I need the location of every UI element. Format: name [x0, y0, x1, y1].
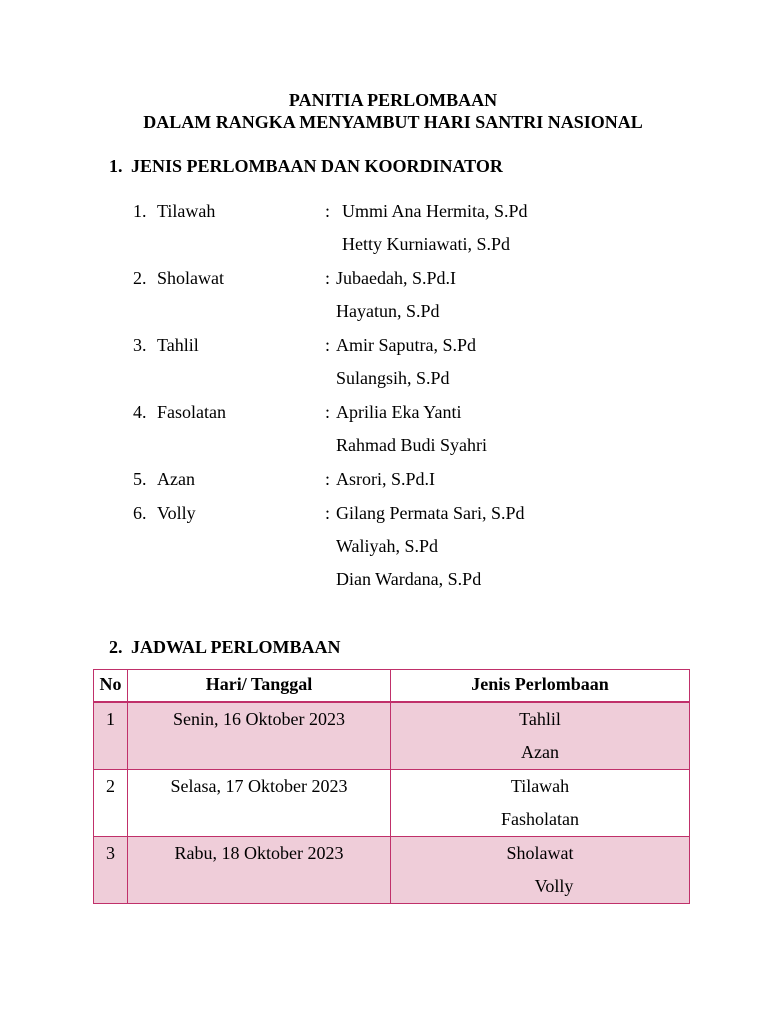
item-name: Azan: [157, 469, 195, 489]
section-1-number: 1.: [109, 156, 123, 176]
section-2-heading: [109, 636, 509, 658]
item-number: 1.: [133, 201, 147, 221]
item-number: 4.: [133, 402, 147, 422]
item-colon: :: [325, 402, 331, 422]
item-name: Sholawat: [157, 268, 224, 288]
row-no: 3: [94, 837, 128, 904]
table-row: [94, 702, 690, 770]
event-name: Tahlil: [519, 709, 561, 729]
header-event: Jenis Perlombaan: [391, 670, 690, 703]
schedule-table: [93, 669, 690, 904]
header-date: Hari/ Tanggal: [128, 670, 391, 703]
table-row: [94, 837, 690, 904]
item-name: Tahlil: [157, 335, 199, 355]
item-colon: :: [325, 469, 331, 489]
coordinator-name: Aprilia Eka Yanti: [336, 402, 462, 422]
event-name: Azan: [521, 742, 559, 762]
item-colon: :: [325, 201, 331, 221]
row-events: [391, 837, 690, 904]
coordinator-name: Jubaedah, S.Pd.I: [336, 268, 456, 288]
section-2-number: 2.: [109, 637, 123, 657]
item-name: Tilawah: [157, 201, 216, 221]
item-number: 2.: [133, 268, 147, 288]
item-number: 6.: [133, 503, 147, 523]
header-no: No: [94, 670, 128, 703]
table-header-row: [94, 670, 690, 703]
coordinator-name: Asrori, S.Pd.I: [336, 469, 436, 489]
item-number: 3.: [133, 335, 147, 355]
row-events: [391, 702, 690, 770]
coordinator-name: Dian Wardana, S.Pd: [336, 569, 482, 589]
section-1-title: JENIS PERLOMBAAN DAN KOORDINATOR: [131, 156, 503, 176]
doc-title-line2: DALAM RANGKA MENYAMBUT HARI SANTRI NASIONAL: [143, 112, 643, 132]
coordinator-name: Sulangsih, S.Pd: [336, 368, 450, 388]
row-events: [391, 770, 690, 837]
row-date: Selasa, 17 Oktober 2023: [128, 770, 391, 837]
event-name: Sholawat: [506, 843, 574, 863]
event-name: Fasholatan: [501, 809, 579, 829]
event-name: Tilawah: [510, 776, 570, 796]
event-name: Volly: [534, 876, 574, 896]
coordinator-name: Rahmad Budi Syahri: [336, 435, 487, 455]
row-date: Senin, 16 Oktober 2023: [128, 702, 391, 770]
coordinator-name: Gilang Permata Sari, S.Pd: [336, 503, 525, 523]
item-number: 5.: [133, 469, 147, 489]
coordinator-name: Amir Saputra, S.Pd: [336, 335, 477, 355]
item-colon: :: [325, 503, 331, 523]
coordinator-name: Hayatun, S.Pd: [336, 301, 440, 321]
table-row: [94, 770, 690, 837]
row-no: 2: [94, 770, 128, 837]
item-colon: :: [325, 335, 331, 355]
section-2-title: JADWAL PERLOMBAAN: [131, 637, 341, 657]
item-name: Volly: [157, 503, 196, 523]
coordinator-name: Ummi Ana Hermita, S.Pd: [342, 201, 528, 221]
row-date: Rabu, 18 Oktober 2023: [128, 837, 391, 904]
coordinator-name: Waliyah, S.Pd: [336, 536, 439, 556]
doc-title-line1: PANITIA PERLOMBAAN: [288, 90, 498, 110]
row-no: 1: [94, 702, 128, 770]
section-1-heading: [109, 155, 609, 177]
item-colon: :: [325, 268, 331, 288]
coordinator-name: Hetty Kurniawati, S.Pd: [342, 234, 510, 254]
item-name: Fasolatan: [157, 402, 226, 422]
